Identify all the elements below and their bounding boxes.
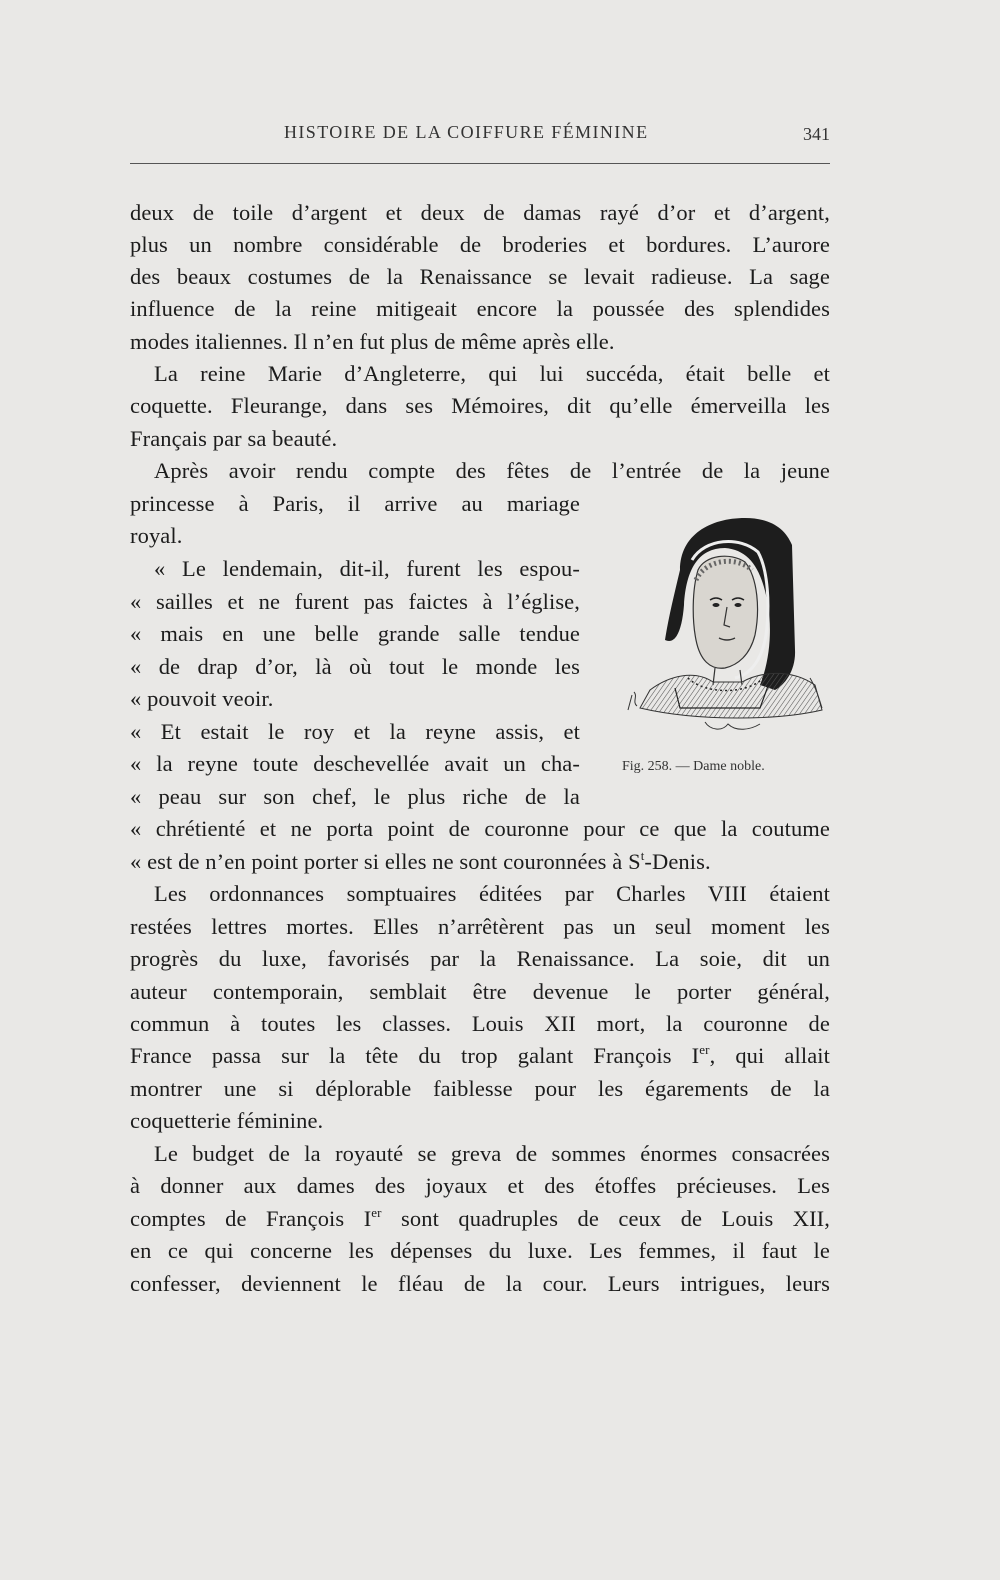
text-line: « Le lendemain, dit-il, furent les espou-	[154, 556, 580, 581]
text-line: restées lettres mortes. Elles n’arrêtèrent pas un seul moment les	[130, 914, 830, 939]
text-line: coquette. Fleurange, dans ses Mémoires, dit qu’elle émerveilla les	[130, 393, 830, 418]
text-line: deux de toile d’argent et deux de damas rayé d’or et d’argent,	[130, 200, 830, 225]
text-line: des beaux costumes de la Renaissance se levait radieuse. La sage	[130, 264, 830, 289]
text-segment: -Denis.	[644, 849, 711, 874]
text-line: « mais en une belle grande salle tendue	[130, 621, 580, 646]
superscript: t	[640, 848, 645, 863]
text-line: princesse à Paris, il arrive au mariage	[130, 491, 580, 516]
text-segment: France passa sur la tête du trop galant François I	[130, 1043, 700, 1068]
text-line: commun à toutes les classes. Louis XII mort, la couronne de	[130, 1011, 830, 1036]
header-rule	[130, 163, 830, 164]
text-line: progrès du luxe, favorisés par la Renaissance. La soie, dit un	[130, 946, 830, 971]
superscript: er	[699, 1042, 710, 1057]
text-line: influence de la reine mitigeait encore la poussée des splendides	[130, 296, 830, 321]
text-line: « Et estait le roy et la reyne assis, et	[130, 719, 580, 744]
text-line: « de drap d’or, là où tout le monde les	[130, 654, 580, 679]
text-line: coquetterie féminine.	[130, 1108, 324, 1133]
text-line: « chrétienté et ne porta point de couronne pour ce que la coutume	[130, 816, 830, 841]
text-line: Après avoir rendu compte des fêtes de l’entrée de la jeune	[154, 458, 830, 483]
text-segment: , qui allait	[709, 1043, 830, 1068]
running-head-title: HISTOIRE DE LA COIFFURE FÉMININE	[284, 122, 649, 142]
text-segment: sont quadruples de ceux de Louis XII,	[381, 1206, 830, 1231]
text-line: confesser, deviennent le fléau de la cour. Leurs intrigues, leurs	[130, 1271, 830, 1296]
text-line: auteur contemporain, semblait être devenue le porter général,	[130, 979, 830, 1004]
text-line: Le budget de la royauté se greva de sommes énormes consacrées	[154, 1141, 830, 1166]
text-line: « la reyne toute deschevellée avait un cha-	[130, 751, 580, 776]
page-number: 341	[803, 124, 830, 144]
text-line: Les ordonnances somptuaires éditées par Charles VIII étaient	[154, 881, 830, 906]
text-line: modes italiennes. Il n’en fut plus de même après elle.	[130, 329, 615, 354]
text-line: plus un nombre considérable de broderies et bordures. L’aurore	[130, 232, 830, 257]
text-segment: « est de n’en point porter si elles ne sont couronnées à S	[130, 849, 641, 874]
text-line: La reine Marie d’Angleterre, qui lui succéda, était belle et	[154, 361, 830, 386]
figure-caption: Fig. 258. — Dame noble.	[622, 759, 765, 774]
text-line: royal.	[130, 523, 183, 548]
superscript: er	[371, 1205, 382, 1220]
text-line	[130, 1204, 830, 1234]
text-segment: comptes de François I	[130, 1206, 372, 1231]
portrait-engraving-icon	[610, 510, 830, 745]
text-line: « peau sur son chef, le plus riche de la	[130, 784, 580, 809]
running-head	[130, 118, 830, 148]
text-line: « pouvoit veoir.	[130, 686, 274, 711]
text-line: en ce qui concerne les dépenses du luxe. Les femmes, il faut le	[130, 1238, 830, 1263]
text-line: « sailles et ne furent pas faictes à l’église,	[130, 589, 580, 614]
text-line: montrer une si déplorable faiblesse pour les égarements de la	[130, 1076, 830, 1101]
text-line: Français par sa beauté.	[130, 426, 338, 451]
text-line	[130, 1041, 830, 1071]
text-line	[130, 847, 830, 877]
text-line: à donner aux dames des joyaux et des étoffes précieuses. Les	[130, 1173, 830, 1198]
